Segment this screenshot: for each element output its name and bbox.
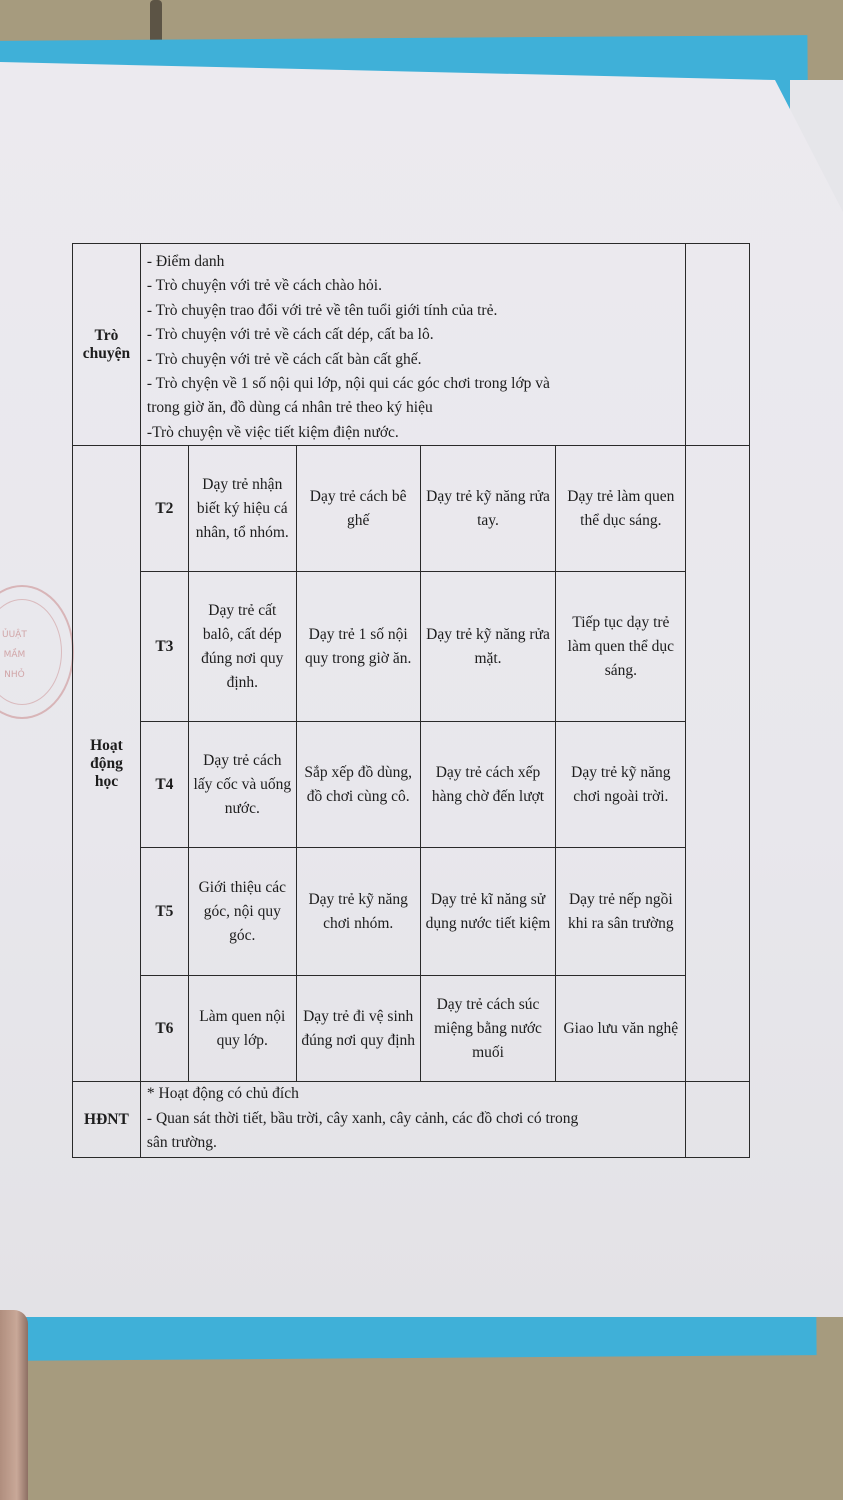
row-tro-chuyen [73, 244, 750, 446]
list-item: * Hoạt động có chủ đích [146, 1085, 299, 1103]
stamp-text: MẦM [3, 650, 26, 660]
day-label: T5 [140, 848, 188, 976]
activity-cell: Dạy trẻ cách súc miệng bằng nước muối [420, 976, 556, 1082]
stamp-text: ỦUẬT [2, 630, 27, 640]
table-row [73, 722, 750, 848]
activity-cell: Dạy trẻ nhận biết ký hiệu cá nhân, tổ nhóm. [188, 446, 296, 572]
section-label: Hoạt động học [90, 736, 123, 790]
day-label: T3 [140, 572, 188, 722]
label-tro-chuyen [73, 244, 141, 446]
row-hdnt [73, 1082, 750, 1158]
table-row [73, 446, 750, 572]
activity-cell: Dạy trẻ kỹ năng chơi ngoài trời. [556, 722, 686, 848]
activity-cell: Dạy trẻ đi vệ sinh đúng nơi quy định [296, 976, 420, 1082]
table-row [73, 848, 750, 976]
list-item: sân trường. [146, 1134, 217, 1152]
label-hdnt [73, 1082, 141, 1158]
activity-cell: Dạy trẻ làm quen thể dục sáng. [556, 446, 686, 572]
activity-cell: Dạy trẻ kỹ năng rửa tay. [420, 446, 556, 572]
activity-cell: Sắp xếp đồ dùng, đồ chơi cùng cô. [296, 722, 420, 848]
activity-cell: Dạy trẻ kỹ năng rửa mặt. [420, 572, 556, 722]
table-row [73, 572, 750, 722]
blank-cell [686, 1082, 750, 1158]
blank-cell [686, 244, 750, 446]
finger [0, 1310, 28, 1500]
activity-cell: Tiếp tục dạy trẻ làm quen thể dục sáng. [556, 572, 686, 722]
day-label: T6 [140, 976, 188, 1082]
day-label: T4 [140, 722, 188, 848]
list-item: - Quan sát thời tiết, bầu trời, cây xanh, cây cảnh, các đồ chơi có trong [146, 1109, 579, 1127]
weekly-plan-table [72, 243, 750, 1158]
list-item: - Trò chuyện với trẻ về cách chào hỏi. [146, 277, 382, 295]
list-item: - Điểm danh [146, 253, 225, 270]
blank-cell [686, 446, 750, 1082]
activity-cell: Dạy trẻ kỹ năng chơi nhóm. [296, 848, 420, 976]
list-item: - Trò chuyện trao đổi với trẻ về tên tuổi giới tính của trẻ. [146, 301, 498, 319]
activity-cell: Dạy trẻ cách bê ghế [296, 446, 420, 572]
section-label: Trò chuyện [82, 326, 131, 362]
tro-chuyen-content [140, 244, 685, 446]
list-item: - Trò chuyện với trẻ về cách cất bàn cất ghế. [146, 350, 422, 368]
day-label: T2 [140, 446, 188, 572]
activity-cell: Giao lưu văn nghệ [556, 976, 686, 1082]
label-hoat-dong-hoc [73, 446, 141, 1082]
stamp-text: NHỎ [4, 670, 25, 680]
activity-cell: Dạy trẻ cách lấy cốc và uống nước. [188, 722, 296, 848]
activity-cell: Làm quen nội quy lớp. [188, 976, 296, 1082]
section-label: HĐNT [84, 1110, 129, 1128]
table-row [73, 976, 750, 1082]
activity-cell: Giới thiệu các góc, nội quy góc. [188, 848, 296, 976]
list-item: - Trò chyện về 1 số nội qui lớp, nội qui các góc chơi trong lớp và [146, 375, 550, 393]
activity-cell: Dạy trẻ nếp ngồi khi ra sân trường [556, 848, 686, 976]
hdnt-content [140, 1082, 685, 1158]
list-item: -Trò chuyện về việc tiết kiệm điện nước. [146, 423, 399, 441]
list-item: trong giờ ăn, đồ dùng cá nhân trẻ theo ký hiệu [146, 399, 433, 417]
activity-cell: Dạy trẻ cất balô, cất dép đúng nơi quy định. [188, 572, 296, 722]
activity-cell: Dạy trẻ 1 số nội quy trong giờ ăn. [296, 572, 420, 722]
activity-cell: Dạy trẻ cách xếp hàng chờ đến lượt [420, 722, 556, 848]
list-item: - Trò chuyện với trẻ về cách cất dép, cất ba lô. [146, 326, 434, 344]
activity-cell: Dạy trẻ kĩ năng sử dụng nước tiết kiệm [420, 848, 556, 976]
